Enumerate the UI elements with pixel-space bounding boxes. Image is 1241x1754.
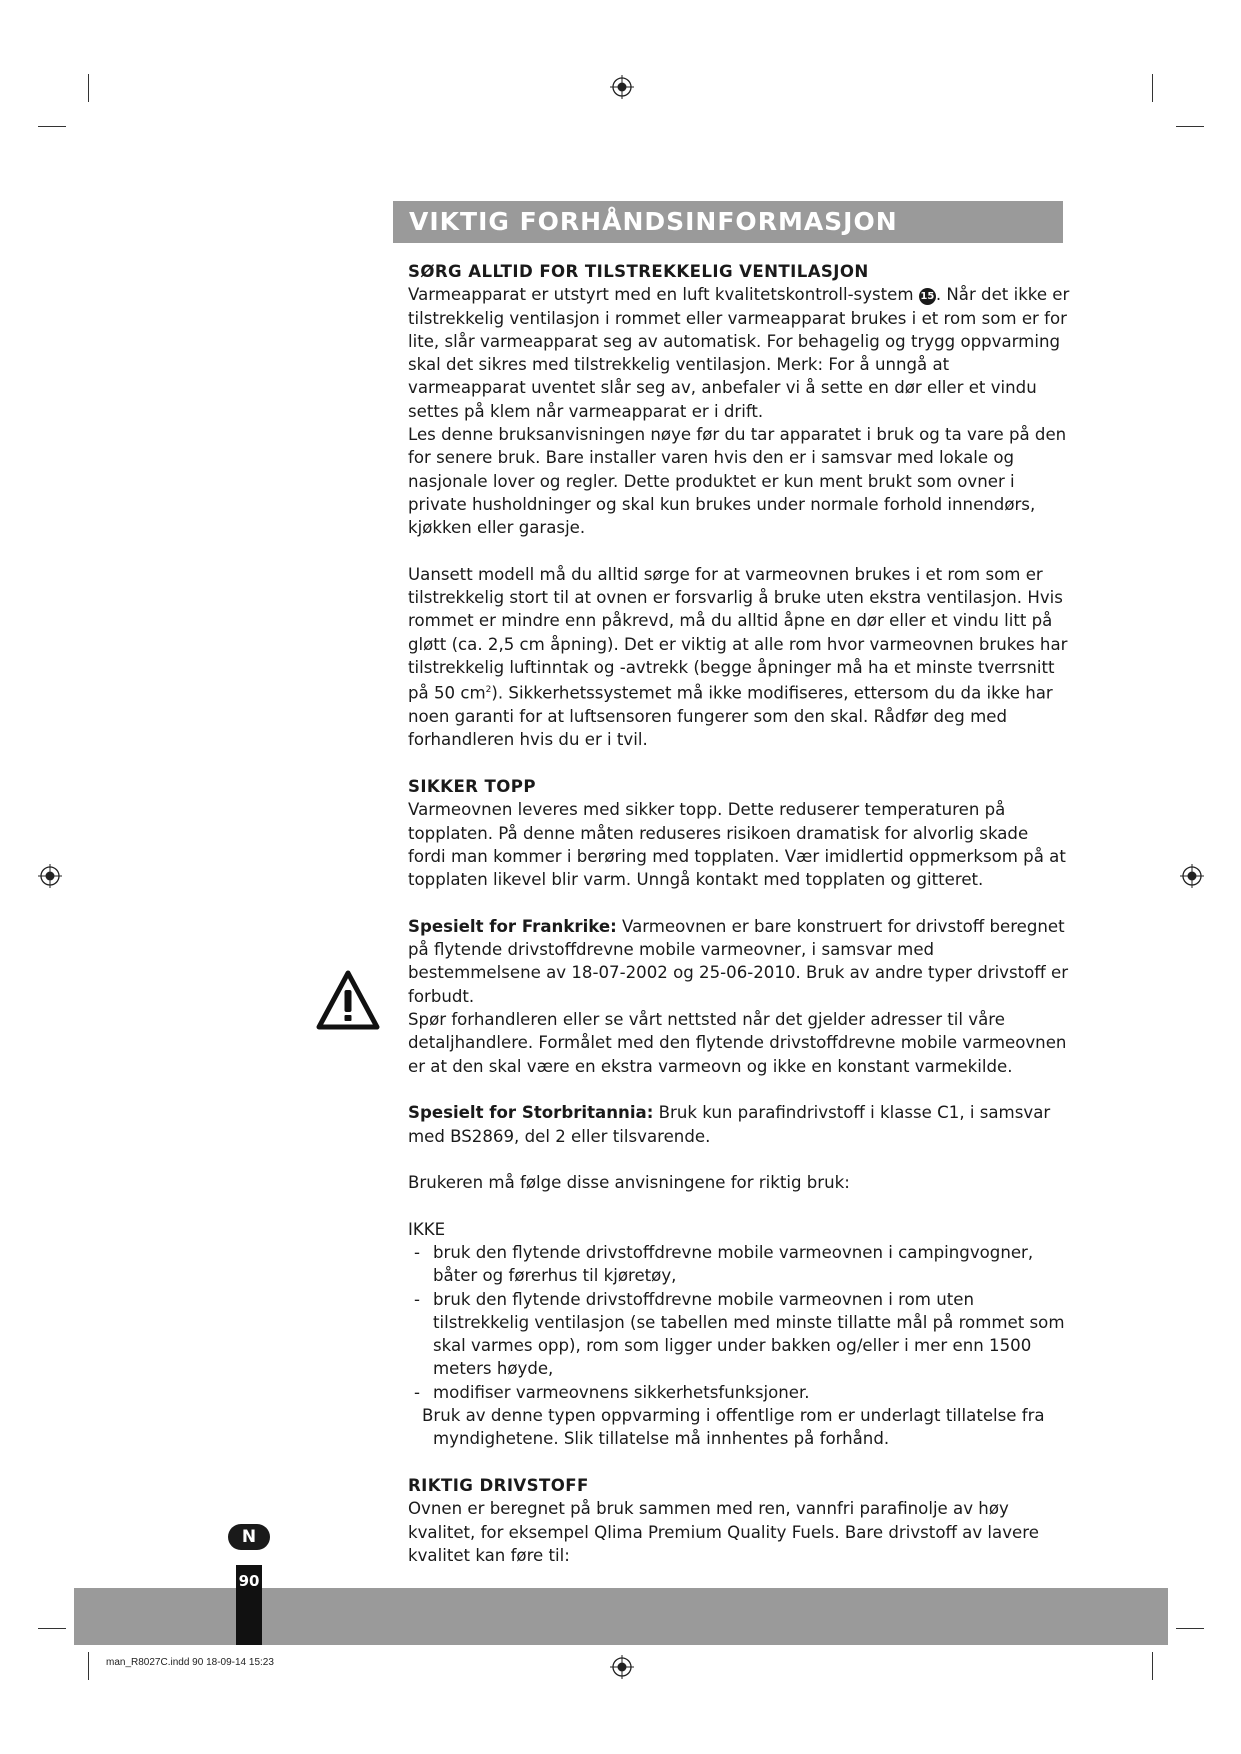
text-run: myndighetene. Slik tillatelse må innhentes på forhånd. [433,1429,890,1449]
crop-mark [88,1652,89,1680]
registration-mark-icon [610,1655,634,1679]
crop-mark [1176,1628,1204,1629]
paragraph: Brukeren må følge disse anvisningene for riktig bruk: [408,1173,850,1193]
language-badge: N [228,1524,270,1550]
crop-mark [1152,74,1153,102]
warning-triangle-icon [316,970,380,1030]
section-heading-ventilation: SØRG ALLTID FOR TILSTREKKELIG VENTILASJON [408,262,869,281]
superscript: 2 [485,685,492,696]
label-france: Spesielt for Frankrike: [408,916,617,936]
page-number: 90 [238,1572,260,1590]
authority-note [408,1404,1070,1451]
text-run: Varmeapparat er utstyrt med en luft kvalitetskontroll-system [408,285,919,305]
crop-mark [1152,1652,1153,1680]
file-info: man_R8027C.indd 90 18-09-14 15:23 [106,1657,274,1668]
crop-mark [88,74,89,102]
section-header-bar [393,201,1063,243]
paragraph-france [408,915,1070,1008]
ikke-label: IKKE [408,1219,446,1239]
registration-mark-icon [610,75,634,99]
list-item-text: modifiser varmeovnens sikkerhetsfunksjoner. [433,1382,810,1402]
label-uk: Spesielt for Storbritannia: [408,1103,654,1123]
text-run: Bruk kun parafindrivstoff i klasse C1, i samsvar med BS2869, del 2 eller tilsvarende. [408,1103,1051,1146]
text-run: Varmeovnen er bare konstruert for drivstoff beregnet på flytende drivstoffdrevne mobile varmeovner, i samsvar med bestemmelsene av 18-07-2002 og 25-06-2010. Bruk av andre typer drivstoff er forbudt. [408,916,1069,1006]
section-heading-safe-top: SIKKER TOPP [408,777,536,797]
registration-mark-icon [1180,864,1204,888]
list-item-text: bruk den flytende drivstoffdrevne mobile varmeovnen i campingvogner, båter og førerhus til kjøretøy, [433,1243,1034,1286]
page-number-tab [236,1565,262,1645]
crop-mark [1176,126,1204,127]
text-run: ). Sikkerhetssystemet må ikke modifiseres, ettersom du da ikke har noen garanti for at luftsensoren fungerer som den skal. Rådfør deg med forhandleren hvis du er i tvil. [408,683,1053,750]
list-item: - bruk den flytende drivstoffdrevne mobile varmeovnen i rom uten tilstrekkelig ventilasjon (se tabellen med minste tillatte mål på rommet som skal varmes opp), rom som ligger under bakken og/eller i mer enn 1500 meters høyde, [414,1289,1065,1379]
text-run: Bruk av denne typen oppvarming i offentlige rom er underlagt tillatelse fra [422,1406,1045,1426]
section-heading-fuel: RIKTIG DRIVSTOFF [408,1475,589,1495]
list-item-text: bruk den flytende drivstoffdrevne mobile varmeovnen i rom uten tilstrekkelig ventilasjon (se tabellen med minste tillatte mål på rommet som skal varmes opp), rom som ligger under bakken og/eller i mer enn 1500 meters høyde, [433,1289,1065,1379]
crop-mark [38,126,66,127]
paragraph: Spør forhandleren eller se vårt nettsted når det gjelder adresser til våre detaljhandlere. Formålet med den flytende drivstoffdrevne mobile varmeovnen er at den skal være en ekstra varmeovn og ikke en konstant varmekilde. [408,1010,1067,1076]
paragraph [408,283,1070,423]
paragraph: Ovnen er beregnet på bruk sammen med ren, vannfri parafinolje av høy kvalitet, for eksempel Qlima Premium Quality Fuels. Bare drivstoff av lavere kvalitet kan føre til: [408,1499,1039,1565]
paragraph: Varmeovnen leveres med sikker topp. Dette reduserer temperaturen på topplaten. På denne måten reduseres risikoen dramatisk for alvorlig skade fordi man kommer i berøring med topplaten. Vær imidlertid oppmerksom på at topplaten likevel blir varm. Unngå kontakt med topplaten og gitteret. [408,800,1066,890]
paragraph [408,563,1070,752]
list-item: - modifiser varmeovnens sikkerhetsfunksjoner. [414,1382,810,1402]
reference-number-badge: 15 [919,288,936,305]
crop-mark [38,1628,66,1629]
list-item: - bruk den flytende drivstoffdrevne mobile varmeovnen i campingvogner, båter og førerhus til kjøretøy, [414,1243,1034,1286]
paragraph-uk [408,1101,1070,1148]
text-run: Uansett modell må du alltid sørge for at varmeovnen brukes i et rom som er tilstrekkelig stort til at ovnen er forsvarlig å bruke uten ekstra ventilasjon. Hvis rommet er mindre enn påkrevd, må du alltid åpne en dør eller et vindu litt på gløtt (ca. 2,5 cm åpning). Det er viktig at alle rom hvor varmeovnen brukes har tilstrekkelig luftinntak og -avtrekk (begge åpninger må ha et minste tverrsnitt på 50 cm [408,564,1068,703]
paragraph: Les denne bruksanvisningen nøye før du tar apparatet i bruk og ta vare på den for senere bruk. Bare installer varen hvis den er i samsvar med lokale og nasjonale lover og regler. Dette produktet er kun ment brukt som ovner i private husholdninger og skal kun brukes under normale forhold innendørs, kjøkken eller garasje. [408,425,1067,538]
main-content [408,260,1070,1567]
text-run: . Når det ikke er tilstrekkelig ventilasjon i rommet eller varmeapparat brukes i et rom som er for lite, slår varmeapparat seg av automatisk. For behagelig og trygg oppvarming skal det sikres med tilstrekkelig ventilasjon. Merk: For å unngå at varmeapparat uventet slår seg av, anbefaler vi å sette en dør eller et vindu settes på klem når varmeapparat er i drift. [408,285,1070,421]
page-title: VIKTIG FORHÅNDSINFORMASJON [409,207,898,236]
registration-mark-icon [38,864,62,888]
